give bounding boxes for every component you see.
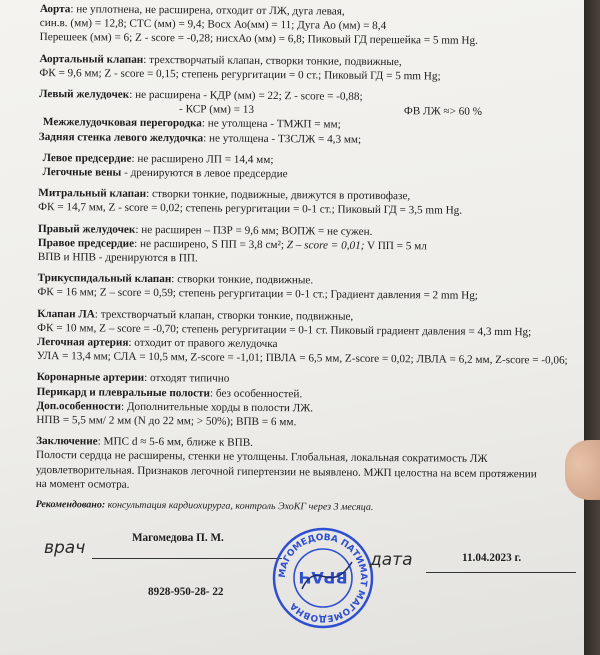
line-text: : отходит от правого желудочка: [128, 336, 278, 351]
line-text: ВПВ и НПВ - дренируются в ПП.: [37, 251, 198, 265]
section-label: Заключение: [36, 435, 98, 448]
section-label: Митральный клапан: [38, 187, 147, 201]
section-label: Перикард и плевральные полости: [36, 385, 211, 400]
date-value: 11.04.2023 г.: [462, 552, 522, 564]
line-text: : створки тонкие, подвижные, движутся в противофазе,: [146, 188, 411, 203]
signature-block: [40, 520, 580, 650]
recommendation-text: консультация кардиохирурга, контроль ЭхоКГ через 3 месяца.: [105, 499, 374, 514]
line-text: УЛА = 13,4 мм; СЛА = 10,5 мм, Z-score = -1,01; ПВЛА = 6,5 мм, Z-score = 0,02; ЛВЛА = 6,2 мм, Z-score = -0,06;: [36, 350, 568, 367]
line-text: : не утолщена - ТЗСЛЖ = 4,3 мм;: [203, 132, 362, 146]
line-text: : не расширено ЛП = 14,4 мм;: [131, 152, 274, 166]
section-label: Легочные вены: [42, 166, 122, 179]
line-italic-text: Z – score = 0,01;: [283, 238, 365, 252]
line-text: ФК = 16 мм; Z – score = 0,59; степень регургитации = 0-1 ст.; Градиент давления = 2 mm Hg;: [37, 286, 479, 303]
report-body: [36, 2, 580, 517]
line-text: : без особенностей.: [209, 387, 303, 400]
line-text: : отходят типично: [144, 372, 230, 386]
line-text: НПВ = 5,5 мм/ 2 мм (N до 22 мм; > 50%); ВПВ = 6 мм.: [36, 414, 297, 429]
line-text: син.в. (мм) = 12,8; СТС (мм) = 9,4; Восх Ао(мм) = 11; Дуга Ао (мм) = 8,4: [39, 17, 387, 33]
date-handwritten-label: дата: [370, 550, 413, 570]
date-line: [426, 572, 576, 573]
section-label: Задняя стенка левого желудочка: [38, 130, 204, 145]
line-text: : не расширена - КДР (мм) = 22; Z - score = -0,88;: [129, 88, 363, 103]
line-text: Перешеек (мм) = 6; Z - score = -0,28; нисхАо (мм) = 6,8; Пиковый ГД перешейка = 5 mm Hg.: [39, 31, 478, 48]
line-text: : трехстворчатый клапан, створки тонкие, подвижные,: [94, 308, 354, 323]
stamp-center-text: ВРАЧ: [298, 568, 348, 587]
line-text: : трехстворчатый клапан, створки тонкие, подвижные,: [143, 53, 402, 68]
section-label: Правое предсердие: [37, 236, 135, 250]
doctor-signature-line: [92, 558, 282, 559]
line-text: : МПС d ≈ 5-6 мм, ближе к ВПВ.: [97, 435, 254, 450]
phone-number: 8928-950-28- 22: [148, 586, 224, 598]
line-text: : не уплотнена, не расширена, отходит от ЛЖ, дуга левая,: [70, 3, 345, 18]
line-text: удовлетворительная. Признаков легочной гипертензии не выявлено. МЖП целостна на всем протяжении: [35, 463, 537, 481]
section-label: Аорта: [39, 2, 71, 16]
line-text: : не расширен – ПЗР = 9,6 мм; ВОПЖ = не сужен.: [135, 223, 373, 238]
ejection-fraction: ФВ ЛЖ ≈> 60 %: [403, 105, 483, 119]
line-text: ФК = 14,7 мм, Z - score = 0,02; степень регургитации = 0-1 ст.; Пиковый ГД = 3,5 mm Hg.: [38, 201, 463, 218]
section-label: Доп.особенности: [36, 399, 122, 413]
line-text: на момент осмотра.: [35, 477, 130, 491]
line-text: - КСР (мм) = 13: [179, 103, 255, 117]
finger: [565, 440, 600, 500]
line-text: : створки тонкие, подвижные.: [171, 273, 314, 287]
line-text: : Дополнительные хорды в полости ЛЖ.: [120, 400, 314, 415]
line-text: : не утолщена - ТМЖП = мм;: [201, 117, 341, 132]
line-text: Полости сердца не расширены, стенки не утолщены. Глобальная, локальная сократимость ЛЖ: [35, 449, 488, 466]
line-text: ФК = 10 мм, Z – score = -0,70; степень регургитации = 0-1 ст. Пиковый градиент давления = 4,3 mm Hg;: [37, 321, 532, 339]
section-label: Трикуспидальный клапан: [37, 272, 172, 286]
section-label: Межжелудочковая перегородка: [42, 116, 202, 130]
background-edge: [584, 0, 600, 655]
section-label: Правый желудочек: [37, 222, 136, 236]
line-text: - дренируются в левое предсердие: [121, 166, 288, 181]
line-text: ФК = 9,6 мм; Z - score = 0,15; степень регургитации = 0 ст.; Пиковый ГД = 5 mm Hg;: [39, 66, 441, 83]
line-tail-text: V ПП = 5 мл: [364, 239, 427, 253]
recommendation-label: Рекомендовано:: [35, 499, 106, 511]
section-label: Левый желудочек: [39, 88, 130, 101]
doctor-stamp: [272, 527, 374, 629]
doctor-handwritten-label: врач: [44, 538, 86, 558]
section-label: Аортальный клапан: [39, 52, 144, 66]
line-text: : не расширено, S ПП = 3,8 см²;: [134, 237, 285, 251]
section-label: Левое предсердие: [42, 151, 132, 165]
stamp-ring-text: МАГОМЕДОВА ПАТИМАТ МАГОМЕДОВНА: [277, 532, 369, 624]
section-label: Легочная артерия: [36, 336, 129, 349]
doctor-name: Магомедова П. М.: [132, 532, 224, 544]
section-label: Коронарные артерии: [36, 371, 145, 385]
section-label: Клапан ЛА: [37, 307, 95, 321]
